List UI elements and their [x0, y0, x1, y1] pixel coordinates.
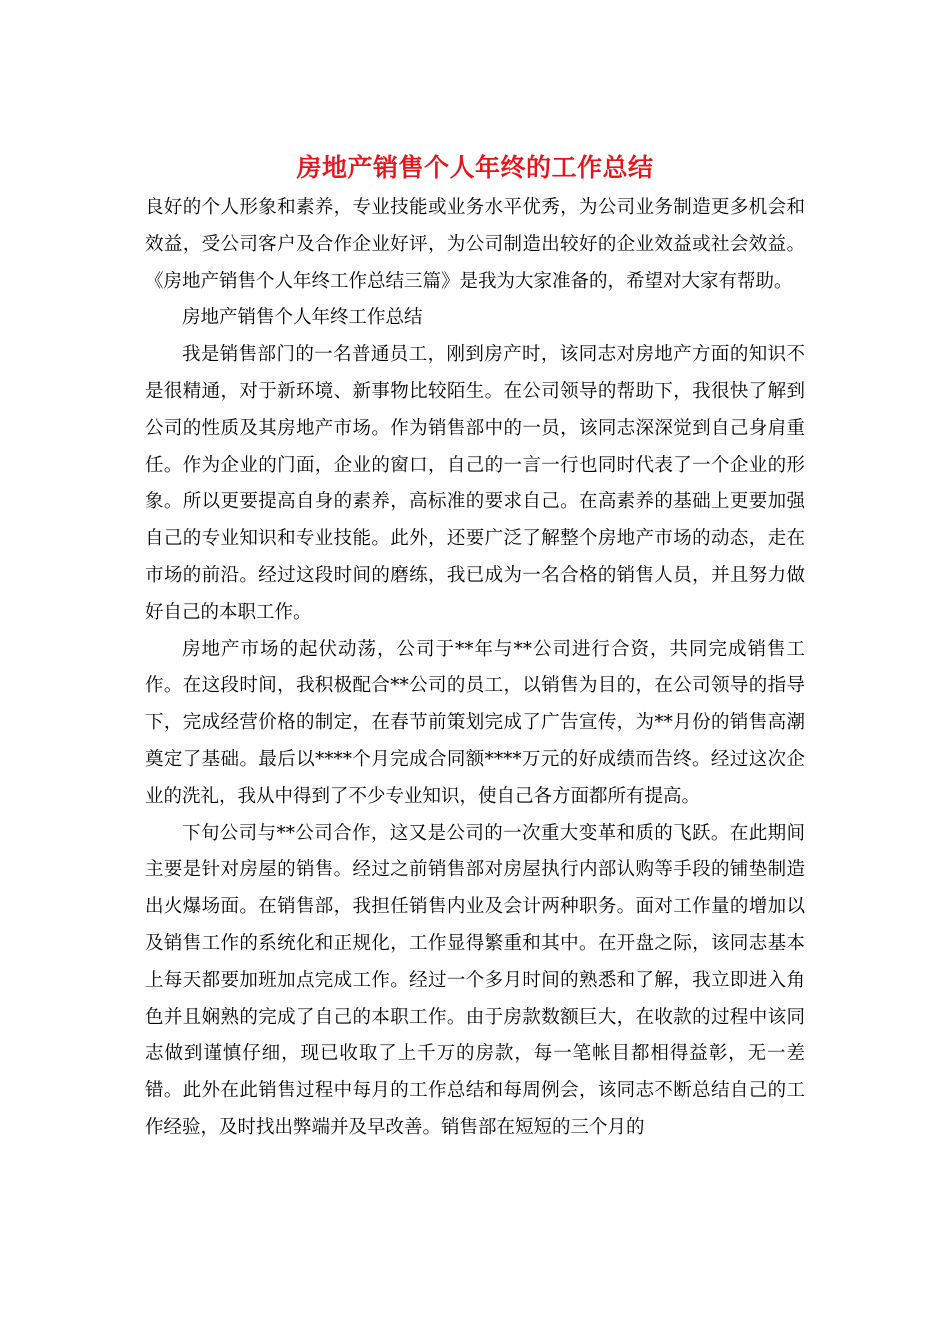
body-paragraph: 我是销售部门的一名普通员工，刚到房产时，该同志对房地产方面的知识不是很精通，对于新环境、新事物比较陌生。在公司领导的帮助下，我很快了解到公司的性质及其房地产市场。作为销售部中的一员，该同志深深觉到自己身肩重任。作为企业的门面，企业的窗口，自己的一言一行也同时代表了一个企业的形象。所以更要提高自身的素养，高标准的要求自己。在高素养的基础上更要加强自己的专业知识和专业技能。此外，还要广泛了解整个房地产市场的动态，走在市场的前沿。经过这段时间的磨练，我已成为一名合格的销售人员，并且努力做好自己的本职工作。 [145, 344, 805, 623]
document-body [145, 190, 805, 1147]
body-paragraph: 下旬公司与**公司合作，这又是公司的一次重大变革和质的飞跃。在此期间主要是针对房屋的销售。经过之前销售部对房屋执行内部认购等手段的铺垫制造出火爆场面。在销售部，我担任销售内业及会计两种职务。面对工作量的增加以及销售工作的系统化和正规化，工作显得繁重和其中。在开盘之际，该同志基本上每天都要加班加点完成工作。经过一个多月时间的熟悉和了解，我立即进入角色并且娴熟的完成了自己的本职工作。由于房款数额巨大，在收款的过程中该同志做到谨慎仔细，现已收取了上千万的房款，每一笔帐目都相得益彰，无一差错。此外在此销售过程中每月的工作总结和每周例会，该同志不断总结自己的工作经验，及时找出弊端并及早改善。销售部在短短的三个月的 [145, 822, 805, 1138]
intro-paragraph: 良好的个人形象和素养，专业技能或业务水平优秀，为公司业务制造更多机会和效益，受公司客户及合作企业好评，为公司制造出较好的企业效益或社会效益。《房地产销售个人年终工作总结三篇》是我为大家准备的，希望对大家有帮助。 [145, 197, 805, 292]
body-paragraph: 房地产市场的起伏动荡，公司于**年与**公司进行合资，共同完成销售工作。在这段时间，我积极配合**公司的员工，以销售为目的，在公司领导的指导下，完成经营价格的制定，在春节前策划完成了广告宣传，为**月份的销售高潮奠定了基础。最后以****个月完成合同额****万元的好成绩而告终。经过这次企业的洗礼，我从中得到了不少专业知识，使自己各方面都所有提高。 [145, 638, 805, 807]
document-title: 房地产销售个人年终的工作总结 [296, 153, 654, 182]
section-heading: 房地产销售个人年终工作总结 [182, 307, 423, 329]
